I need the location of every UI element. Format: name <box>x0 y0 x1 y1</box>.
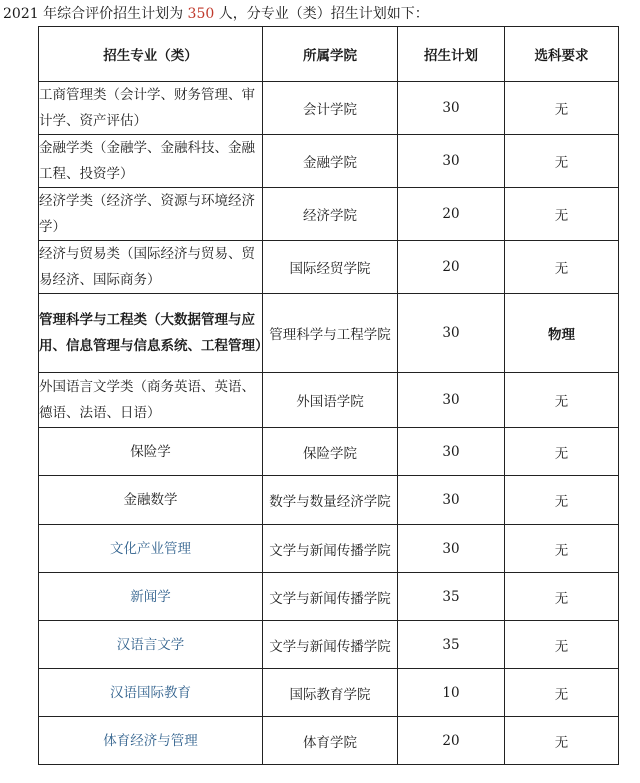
table-header-row <box>39 27 619 82</box>
quota-cell: 20 <box>398 188 505 241</box>
college-cell: 文学与新闻传播学院 <box>263 525 398 573</box>
intro-prefix: 2021 年综合评价招生计划为 <box>3 6 188 22</box>
table-row <box>39 525 619 573</box>
major-cell: 汉语言文学 <box>39 621 263 669</box>
intro-total: 350 <box>187 6 215 22</box>
quota-cell: 10 <box>398 669 505 717</box>
table-row <box>39 373 619 428</box>
college-cell: 经济学院 <box>263 188 398 241</box>
requirement-cell: 无 <box>505 188 619 241</box>
intro-text <box>3 2 429 26</box>
major-cell: 体育经济与管理 <box>39 717 263 765</box>
table-row <box>39 717 619 765</box>
college-cell: 文学与新闻传播学院 <box>263 573 398 621</box>
table-row <box>39 188 619 241</box>
major-cell: 文化产业管理 <box>39 525 263 573</box>
college-cell: 文学与新闻传播学院 <box>263 621 398 669</box>
requirement-cell: 无 <box>505 525 619 573</box>
quota-cell: 30 <box>398 428 505 476</box>
major-cell: 保险学 <box>39 428 263 476</box>
quota-cell: 35 <box>398 621 505 669</box>
major-cell: 管理科学与工程类（大数据管理与应用、信息管理与信息系统、工程管理） <box>39 294 263 373</box>
college-cell: 体育学院 <box>263 717 398 765</box>
major-cell: 汉语国际教育 <box>39 669 263 717</box>
table-row <box>39 135 619 188</box>
table-row <box>39 82 619 135</box>
major-cell: 工商管理类（会计学、财务管理、审计学、资产评估） <box>39 82 263 135</box>
college-cell: 保险学院 <box>263 428 398 476</box>
college-cell: 金融学院 <box>263 135 398 188</box>
major-cell: 经济与贸易类（国际经济与贸易、贸易经济、国际商务） <box>39 241 263 294</box>
requirement-cell: 无 <box>505 82 619 135</box>
college-cell: 管理科学与工程学院 <box>263 294 398 373</box>
header-quota: 招生计划 <box>398 27 505 82</box>
quota-cell: 35 <box>398 573 505 621</box>
college-cell: 数学与数量经济学院 <box>263 476 398 525</box>
table-row <box>39 621 619 669</box>
table-row <box>39 573 619 621</box>
table-row <box>39 241 619 294</box>
quota-cell: 30 <box>398 294 505 373</box>
header-college: 所属学院 <box>263 27 398 82</box>
requirement-cell: 无 <box>505 241 619 294</box>
quota-cell: 20 <box>398 241 505 294</box>
quota-cell: 30 <box>398 525 505 573</box>
table-row <box>39 476 619 525</box>
college-cell: 国际教育学院 <box>263 669 398 717</box>
requirement-cell: 无 <box>505 621 619 669</box>
requirement-cell: 无 <box>505 476 619 525</box>
major-cell: 金融数学 <box>39 476 263 525</box>
major-cell: 金融学类（金融学、金融科技、金融工程、投资学） <box>39 135 263 188</box>
quota-cell: 30 <box>398 82 505 135</box>
header-requirement: 选科要求 <box>505 27 619 82</box>
quota-cell: 30 <box>398 476 505 525</box>
requirement-cell: 无 <box>505 717 619 765</box>
requirement-cell: 无 <box>505 573 619 621</box>
requirement-cell: 无 <box>505 669 619 717</box>
requirement-cell: 无 <box>505 373 619 428</box>
enrollment-plan-table <box>38 26 619 765</box>
quota-cell: 30 <box>398 135 505 188</box>
major-cell: 外国语言文学类（商务英语、英语、德语、法语、日语） <box>39 373 263 428</box>
intro-suffix: 人，分专业（类）招生计划如下： <box>214 6 429 22</box>
table-row <box>39 294 619 373</box>
header-major: 招生专业（类） <box>39 27 263 82</box>
table-row <box>39 669 619 717</box>
requirement-cell: 物理 <box>505 294 619 373</box>
quota-cell: 20 <box>398 717 505 765</box>
quota-cell: 30 <box>398 373 505 428</box>
requirement-cell: 无 <box>505 428 619 476</box>
major-cell: 新闻学 <box>39 573 263 621</box>
major-cell: 经济学类（经济学、资源与环境经济学） <box>39 188 263 241</box>
college-cell: 外国语学院 <box>263 373 398 428</box>
table-row <box>39 428 619 476</box>
college-cell: 国际经贸学院 <box>263 241 398 294</box>
college-cell: 会计学院 <box>263 82 398 135</box>
requirement-cell: 无 <box>505 135 619 188</box>
